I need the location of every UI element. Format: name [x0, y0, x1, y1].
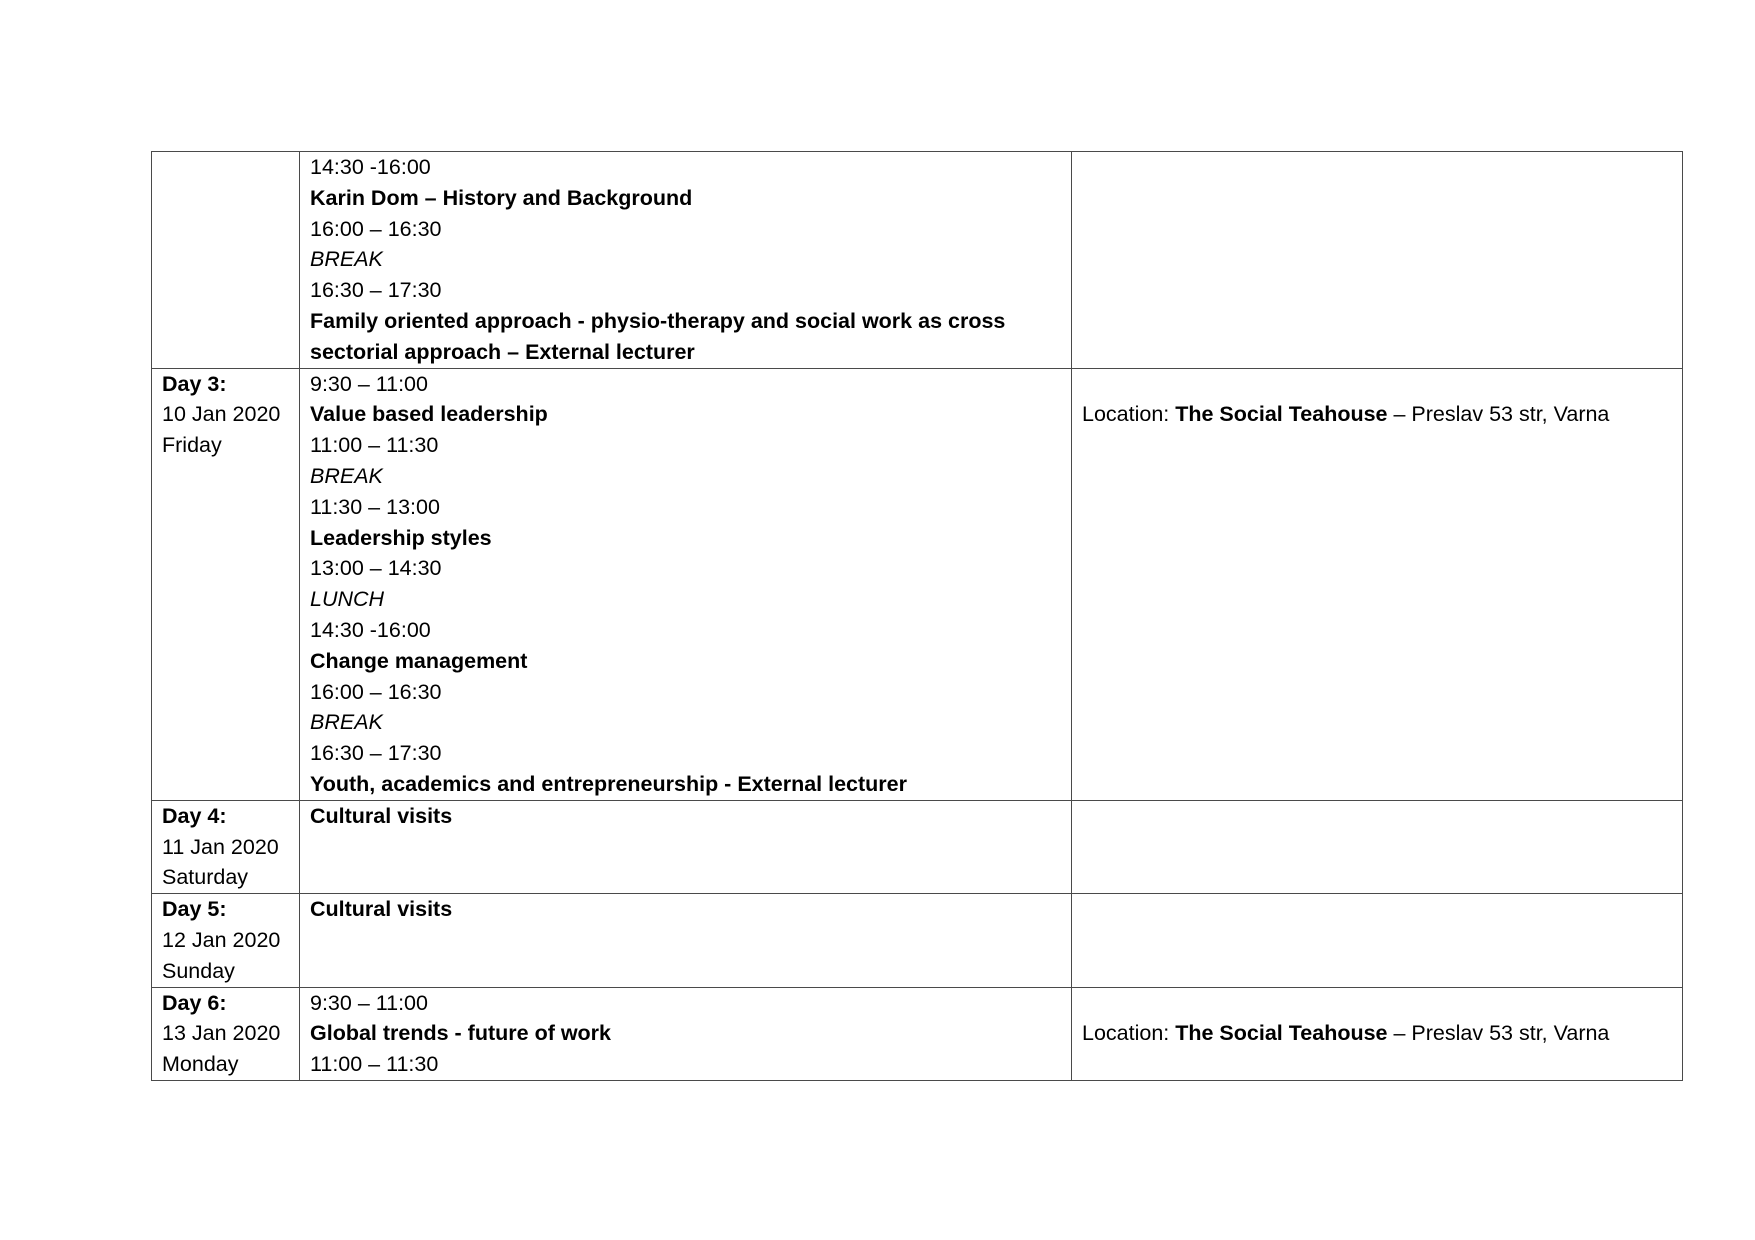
location-cell [1072, 894, 1683, 987]
session-title: Karin Dom – History and Background [310, 185, 693, 210]
session-title: Value based leadership [310, 402, 548, 427]
location-address: – Preslav 53 str, Varna [1387, 1021, 1610, 1046]
location-prefix: Location: [1082, 1021, 1176, 1046]
session-title: Cultural visits [310, 897, 453, 922]
location-venue: The Social Teahouse [1175, 402, 1388, 427]
time-slot: 9:30 – 11:00 [310, 371, 428, 396]
time-slot: 13:00 – 14:30 [310, 556, 442, 581]
agenda-body [152, 152, 1683, 1081]
day-cell [152, 800, 300, 893]
day-date: 13 Jan 2020 [162, 1021, 281, 1046]
location-venue: The Social Teahouse [1175, 1021, 1388, 1046]
day-cell [152, 987, 300, 1080]
agenda-table [151, 151, 1683, 1081]
day-cell [152, 152, 300, 369]
session-title: Youth, academics and entrepreneurship - External lecturer [310, 771, 908, 796]
program-cell [300, 368, 1072, 800]
location-cell [1072, 152, 1683, 369]
location-address: – Preslav 53 str, Varna [1387, 402, 1610, 427]
time-slot: 11:30 – 13:00 [310, 494, 440, 519]
location-line [1082, 988, 1672, 1050]
lunch-label: LUNCH [310, 587, 385, 612]
location-prefix: Location: [1082, 402, 1176, 427]
day-label: Day 5: [162, 897, 227, 922]
day-label: Day 3: [162, 371, 227, 396]
table-row [152, 987, 1683, 1080]
day-date: 10 Jan 2020 [162, 402, 281, 427]
break-label: BREAK [310, 247, 383, 272]
location-cell [1072, 368, 1683, 800]
session-title: Global trends - future of work [310, 1021, 612, 1046]
time-slot: 9:30 – 11:00 [310, 990, 428, 1015]
time-slot: 11:00 – 11:30 [310, 1052, 439, 1077]
program-cell [300, 800, 1072, 893]
table-row [152, 368, 1683, 800]
day-date: 11 Jan 2020 [162, 834, 279, 859]
table-row [152, 894, 1683, 987]
day-weekday: Saturday [162, 865, 249, 890]
day-weekday: Sunday [162, 958, 235, 983]
program-cell [300, 894, 1072, 987]
session-title: Leadership styles [310, 525, 492, 550]
break-label: BREAK [310, 710, 383, 735]
time-slot: 14:30 -16:00 [310, 155, 431, 179]
day-label: Day 6: [162, 990, 227, 1015]
location-cell [1072, 800, 1683, 893]
time-slot: 16:30 – 17:30 [310, 278, 442, 303]
day-cell [152, 894, 300, 987]
table-row [152, 800, 1683, 893]
table-row [152, 152, 1683, 369]
time-slot: 16:00 – 16:30 [310, 216, 442, 241]
day-cell [152, 368, 300, 800]
program-cell [300, 987, 1072, 1080]
day-weekday: Friday [162, 433, 222, 458]
session-title: Change management [310, 648, 528, 673]
location-cell [1072, 987, 1683, 1080]
location-line [1082, 369, 1672, 431]
program-cell [300, 152, 1072, 369]
time-slot: 14:30 -16:00 [310, 617, 431, 642]
day-date: 12 Jan 2020 [162, 927, 281, 952]
day-label: Day 4: [162, 803, 227, 828]
day-weekday: Monday [162, 1052, 239, 1077]
break-label: BREAK [310, 463, 383, 488]
session-title: Family oriented approach - physio-therapy and social work as cross sectorial approach – External lecturer [310, 308, 1006, 364]
time-slot: 16:00 – 16:30 [310, 679, 442, 704]
time-slot: 16:30 – 17:30 [310, 741, 442, 766]
session-title: Cultural visits [310, 803, 453, 828]
time-slot: 11:00 – 11:30 [310, 433, 439, 458]
